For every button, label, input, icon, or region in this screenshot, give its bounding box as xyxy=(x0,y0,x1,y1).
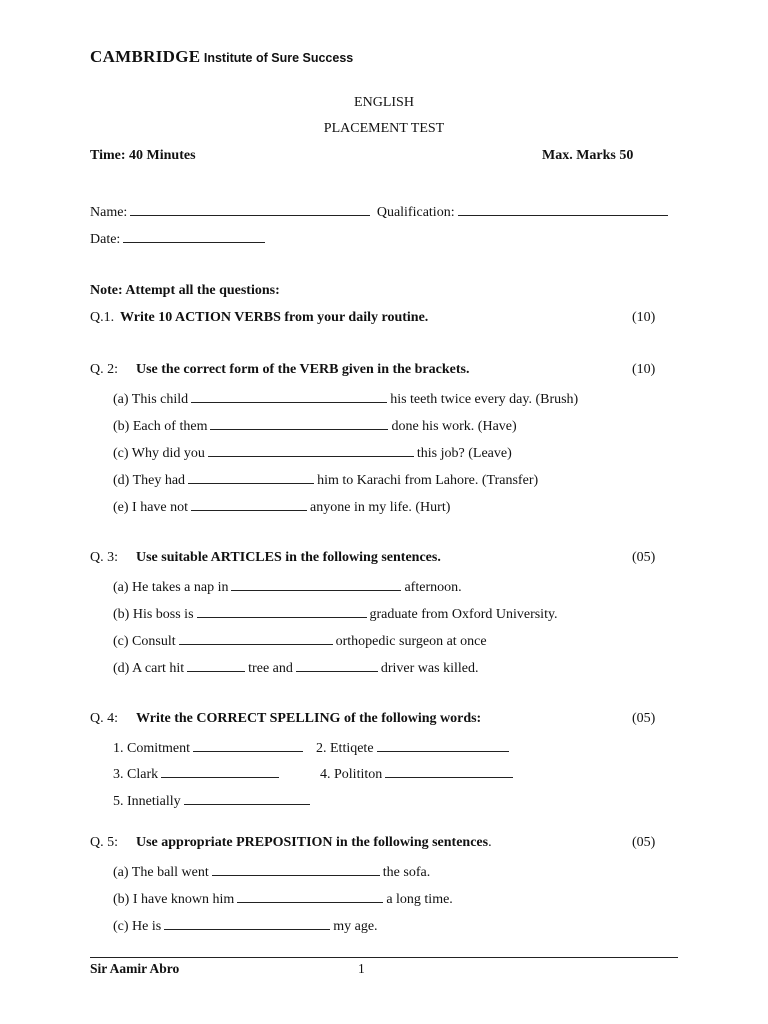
q3-number: Q. 3: xyxy=(90,550,118,565)
answer-blank[interactable] xyxy=(296,657,378,672)
q4-marks: (05) xyxy=(632,711,656,726)
item-text: him to Karachi from Lahore. (Transfer) xyxy=(317,473,539,488)
name-field[interactable] xyxy=(130,201,370,216)
q3-text: Use suitable ARTICLES in the following sentences. xyxy=(136,550,441,565)
q4-word-5 xyxy=(113,790,313,811)
item-text: anyone in my life. (Hurt) xyxy=(310,500,451,515)
subject-title: ENGLISH xyxy=(354,95,414,110)
q1-marks: (10) xyxy=(632,310,656,325)
q5-item-c xyxy=(113,915,378,936)
max-marks: Max. Marks 50 xyxy=(542,148,634,163)
answer-blank[interactable] xyxy=(377,737,509,752)
answer-blank[interactable] xyxy=(184,790,310,805)
item-label: (d) xyxy=(113,661,130,676)
item-label: (c) xyxy=(113,634,129,649)
item-text: afternoon. xyxy=(404,580,462,595)
q4-word-4 xyxy=(320,763,516,784)
word-text: 4. Polititon xyxy=(320,767,383,782)
item-text: A cart hit xyxy=(132,661,185,676)
item-text: graduate from Oxford University. xyxy=(369,607,558,622)
item-text: tree and xyxy=(248,661,293,676)
instructions-note: Note: Attempt all the questions: xyxy=(90,283,280,298)
item-label: (e) xyxy=(113,500,129,515)
q2-number: Q. 2: xyxy=(90,362,118,377)
answer-blank[interactable] xyxy=(193,737,303,752)
page-number: 1 xyxy=(358,961,365,976)
word-text: 2. Ettiqete xyxy=(316,741,374,756)
item-text: His boss is xyxy=(132,607,194,622)
item-text: This child xyxy=(131,392,189,407)
answer-blank[interactable] xyxy=(197,603,367,618)
item-text: a long time. xyxy=(386,892,453,907)
q2-item-a xyxy=(113,388,578,409)
item-text: Why did you xyxy=(131,446,205,461)
item-label: (a) xyxy=(113,580,129,595)
qualification-field[interactable] xyxy=(458,201,668,216)
item-text: Consult xyxy=(132,634,176,649)
q2-marks: (10) xyxy=(632,362,656,377)
name-label: Name: xyxy=(90,205,128,220)
q2-item-b xyxy=(113,415,517,436)
q2-text: Use the correct form of the VERB given in the brackets. xyxy=(136,362,470,377)
q4-word-1 xyxy=(113,737,306,758)
q3-marks: (05) xyxy=(632,550,656,565)
q5-heading xyxy=(136,834,492,852)
item-text: He takes a nap in xyxy=(132,580,229,595)
answer-blank[interactable] xyxy=(231,576,401,591)
item-text: I have not xyxy=(132,500,189,515)
q5-period: . xyxy=(488,835,492,850)
item-text: The ball went xyxy=(131,865,209,880)
item-label: (c) xyxy=(113,446,129,461)
answer-blank[interactable] xyxy=(191,496,307,511)
item-text: my age. xyxy=(333,919,378,934)
item-text: They had xyxy=(132,473,186,488)
answer-blank[interactable] xyxy=(212,861,380,876)
q5-marks: (05) xyxy=(632,835,656,850)
q3-item-d xyxy=(113,657,478,678)
word-text: 3. Clark xyxy=(113,767,159,782)
q2-item-d xyxy=(113,469,538,490)
item-label: (b) xyxy=(113,892,130,907)
q3-item-a xyxy=(113,576,462,597)
item-text: his teeth twice every day. (Brush) xyxy=(390,392,579,407)
q5-number: Q. 5: xyxy=(90,835,118,850)
q2-item-e xyxy=(113,496,450,517)
date-label: Date: xyxy=(90,232,121,247)
q1-text: Write 10 ACTION VERBS from your daily routine. xyxy=(120,310,429,325)
institute-header xyxy=(90,48,353,68)
q3-item-c xyxy=(113,630,487,651)
name-qualification-row xyxy=(90,201,671,222)
item-text: done his work. (Have) xyxy=(391,419,517,434)
time-limit: Time: 40 Minutes xyxy=(90,148,196,163)
item-text: orthopedic surgeon at once xyxy=(335,634,487,649)
q4-word-3 xyxy=(113,763,282,784)
item-label: (d) xyxy=(113,473,130,488)
item-text: He is xyxy=(132,919,162,934)
answer-blank[interactable] xyxy=(161,763,279,778)
word-text: 5. Innetially xyxy=(113,794,181,809)
item-label: (a) xyxy=(113,392,129,407)
q4-word-2 xyxy=(316,737,512,758)
answer-blank[interactable] xyxy=(385,763,513,778)
item-label: (b) xyxy=(113,607,130,622)
answer-blank[interactable] xyxy=(164,915,330,930)
qualification-label: Qualification: xyxy=(376,205,455,220)
item-text: Each of them xyxy=(132,419,208,434)
institute-name: Institute of Sure Success xyxy=(203,51,354,65)
q4-text: Write the CORRECT SPELLING of the following words: xyxy=(136,711,482,726)
item-label: (c) xyxy=(113,919,129,934)
item-text: this job? (Leave) xyxy=(416,446,512,461)
test-title: PLACEMENT TEST xyxy=(323,121,445,136)
q1-number: Q.1. xyxy=(90,310,115,325)
item-text: driver was killed. xyxy=(380,661,479,676)
q3-item-b xyxy=(113,603,558,624)
item-label: (b) xyxy=(113,419,130,434)
q5-text: Use appropriate PREPOSITION in the following sentences xyxy=(136,835,489,850)
date-field[interactable] xyxy=(123,228,265,243)
footer-divider xyxy=(90,957,678,958)
answer-blank[interactable] xyxy=(210,415,388,430)
q5-item-a xyxy=(113,861,430,882)
answer-blank[interactable] xyxy=(191,388,387,403)
q5-item-b xyxy=(113,888,453,909)
item-text: the sofa. xyxy=(382,865,431,880)
footer-author: Sir Aamir Abro xyxy=(90,961,180,976)
word-text: 1. Comitment xyxy=(113,741,190,756)
item-label: (a) xyxy=(113,865,129,880)
item-text: I have known him xyxy=(132,892,235,907)
answer-blank[interactable] xyxy=(187,657,245,672)
answer-blank[interactable] xyxy=(237,888,383,903)
date-row xyxy=(90,228,268,249)
q4-number: Q. 4: xyxy=(90,711,118,726)
answer-blank[interactable] xyxy=(208,442,414,457)
q2-item-c xyxy=(113,442,512,463)
answer-blank[interactable] xyxy=(188,469,314,484)
brand-name: CAMBRIDGE xyxy=(90,47,201,66)
answer-blank[interactable] xyxy=(179,630,333,645)
